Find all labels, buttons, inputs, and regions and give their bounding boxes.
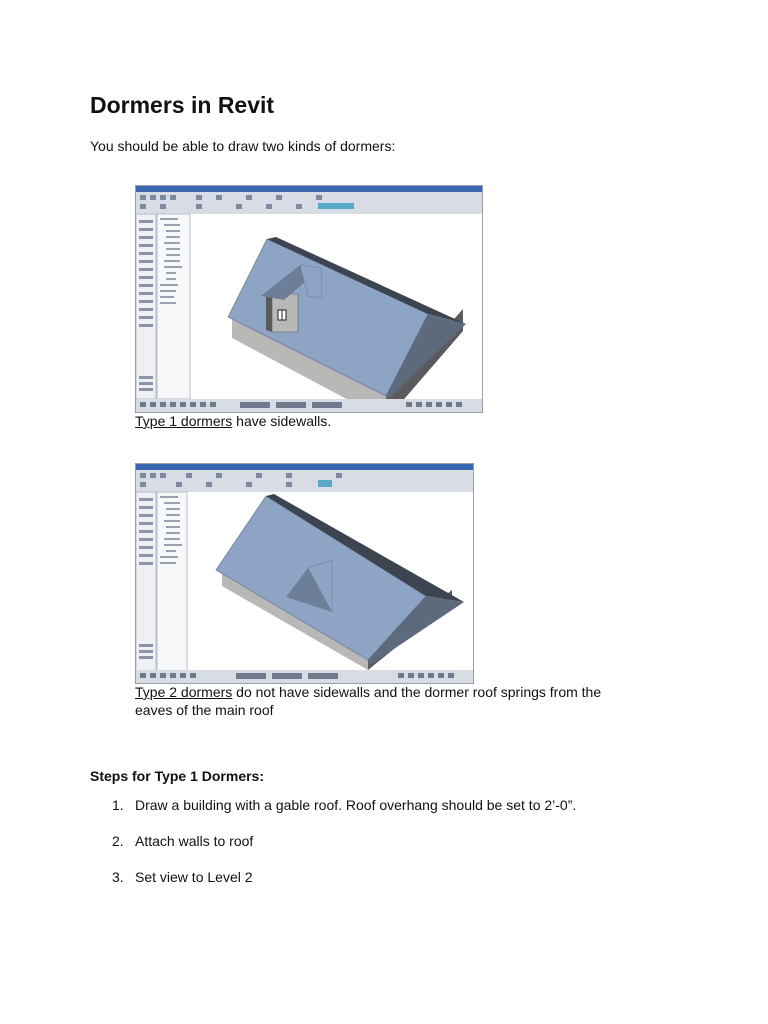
toolbar-strip — [136, 192, 482, 214]
figure1-caption — [135, 412, 331, 430]
step-text: Attach walls to roof — [135, 833, 254, 849]
figure2-caption — [135, 683, 655, 719]
figure2-caption-line2: eaves of the main roof — [135, 702, 274, 718]
design-bar — [136, 492, 156, 676]
list-item — [90, 869, 576, 905]
step-number: 1. — [112, 797, 124, 813]
steps-list — [90, 797, 576, 905]
project-browser — [157, 214, 190, 399]
toolbar-field — [318, 203, 354, 209]
revit-window-illustration — [136, 186, 482, 412]
project-browser — [157, 492, 187, 676]
type2-dormers-link: Type 2 dormers — [135, 684, 233, 700]
dormer-cheek-wall — [266, 294, 272, 332]
window-titlebar — [136, 186, 482, 192]
step-text: Draw a building with a gable roof. Roof overhang should be set to 2’-0”. — [135, 797, 577, 813]
intro-text: You should be able to draw two kinds of dormers: — [90, 138, 396, 154]
type1-dormers-link: Type 1 dormers — [135, 413, 233, 429]
revit-window-illustration-2 — [136, 464, 473, 683]
toolbar-field — [318, 480, 332, 487]
steps-heading: Steps for Type 1 Dormers: — [90, 768, 265, 784]
list-item — [90, 833, 576, 869]
step-number: 2. — [112, 833, 124, 849]
design-bar — [136, 214, 156, 399]
list-item — [90, 797, 576, 833]
page-title: Dormers in Revit — [90, 92, 275, 118]
figure2-caption-line1 — [135, 683, 655, 701]
step-text: Set view to Level 2 — [135, 869, 253, 885]
revit-screenshot-type2 — [135, 463, 474, 684]
figure1-caption-rest: have sidewalls. — [232, 413, 332, 429]
window-titlebar — [136, 464, 473, 470]
revit-screenshot-type1 — [135, 185, 483, 413]
step-number: 3. — [112, 869, 124, 885]
figure2-caption-rest: do not have sidewalls and the dormer roof springs from the — [232, 684, 602, 700]
